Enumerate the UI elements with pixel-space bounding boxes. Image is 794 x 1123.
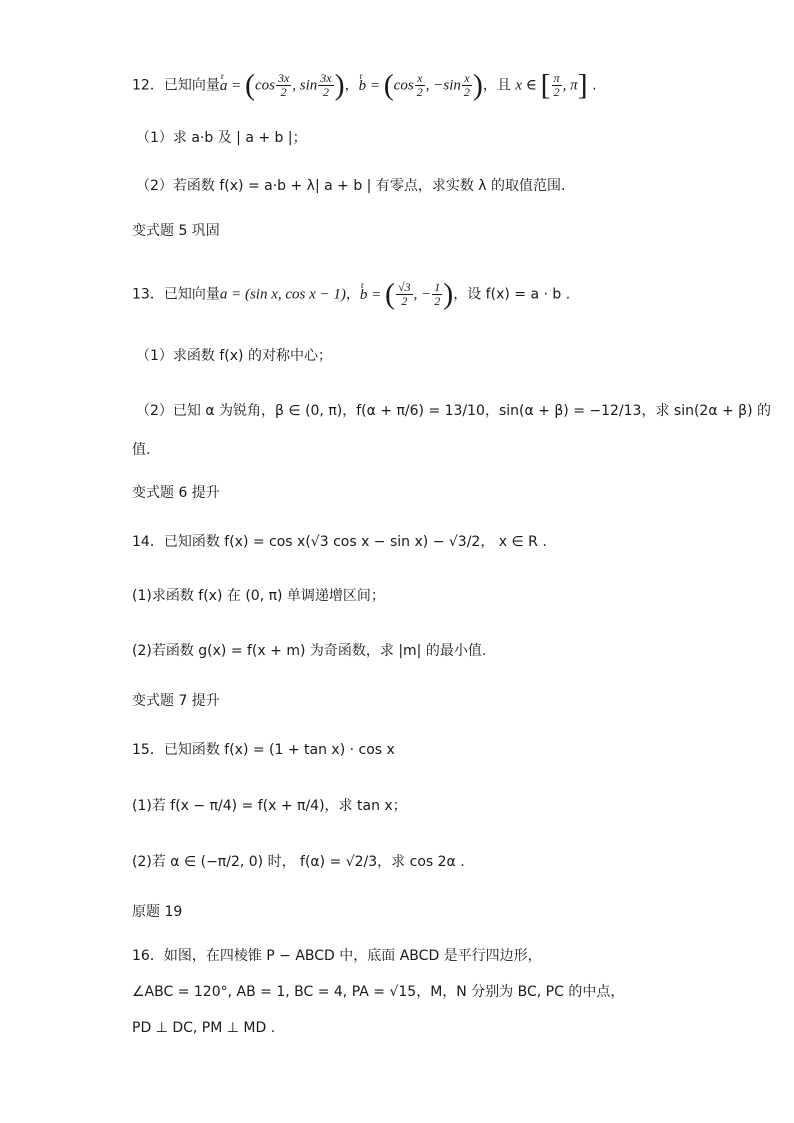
- q12-vector-b: r b =: [359, 78, 384, 94]
- q12-stem: 12．已知向量r a = (cos $\frac{3x}{2}$ , sin $\frac{3x}{2}$ )，r b = (cos $\frac{x}{2}$ , −sin $\frac{x}{2}$ )，且 x ∈ [ $\frac{\pi}{2}$ , π] .: [132, 72, 597, 99]
- q15-part1: (1)若 f(x − π/4) = f(x + π/4)，求 tan x；: [132, 798, 407, 814]
- q13-part1: （1）求函数 f(x) 的对称中心；: [136, 348, 332, 364]
- q13-a-def: a = (sin x, cos x − 1): [219, 286, 346, 303]
- q12-vector-a: r a =: [220, 78, 245, 94]
- q12-part1: （1）求 a·b 及 | a + b |；: [136, 130, 307, 146]
- fraction: $\frac{1}{2}$: [434, 280, 441, 308]
- fraction: $\frac{x}{2}$: [463, 71, 470, 99]
- q12-part2: （2）若函数 f(x) = a·b + λ| a + b | 有零点，求实数 λ 的取值范围.: [136, 178, 566, 194]
- q13-part2: （2）已知 α 为锐角，β ∈ (0, π)，f(α + π/6) = 13/10，sin(α + β) = −12/13，求 sin(2α + β) 的: [136, 403, 772, 419]
- fraction: $\frac{\pi}{2}$: [553, 71, 560, 99]
- q16-line3: PD ⊥ DC, PM ⊥ MD .: [132, 1020, 276, 1036]
- section-heading: 变式题 5 巩固: [132, 223, 220, 239]
- q15-part2: (2)若 α ∈ (−π/2, 0) 时， f(α) = √2/3，求 cos 2α .: [132, 854, 465, 870]
- q16-line1: 16．如图，在四棱锥 P − ABCD 中，底面 ABCD 是平行四边形，: [132, 948, 542, 964]
- fraction: $\frac{3x}{2}$: [277, 71, 290, 99]
- fraction: $\frac{3x}{2}$: [320, 71, 332, 99]
- section-heading: 变式题 6 提升: [132, 485, 220, 501]
- q16-line2: ∠ABC = 120°, AB = 1, BC = 4, PA = √15，M，N 分别为 BC, PC 的中点，: [132, 984, 625, 1000]
- q14-stem: 14．已知函数 f(x) = cos x(√3 cos x − sin x) − √3/2， x ∈ R .: [132, 534, 547, 550]
- q13-tail: ，设 f(x) = a · b .: [453, 286, 571, 303]
- q13-stem: 13．已知向量a = (sin x, cos x − 1)，r b = ( $\frac{√3}{2}$ , − $\frac{1}{2}$ )，设 f(x) = a · b .: [132, 281, 570, 308]
- fraction: $\frac{√3}{2}$: [398, 280, 411, 308]
- q13-part2-cont: 值.: [132, 442, 151, 458]
- q15-stem: 15．已知函数 f(x) = (1 + tan x) · cos x: [132, 742, 395, 758]
- q12-number: 12．已知向量: [132, 77, 220, 94]
- q13-number: 13．已知向量: [132, 286, 220, 303]
- fraction: $\frac{x}{2}$: [416, 71, 423, 99]
- section-heading: 变式题 7 提升: [132, 693, 220, 709]
- q14-part1: (1)求函数 f(x) 在 (0, π) 单调递增区间；: [132, 588, 385, 604]
- q14-part2: (2)若函数 g(x) = f(x + m) 为奇函数，求 |m| 的最小值.: [132, 643, 487, 659]
- section-heading: 原题 19: [132, 904, 183, 920]
